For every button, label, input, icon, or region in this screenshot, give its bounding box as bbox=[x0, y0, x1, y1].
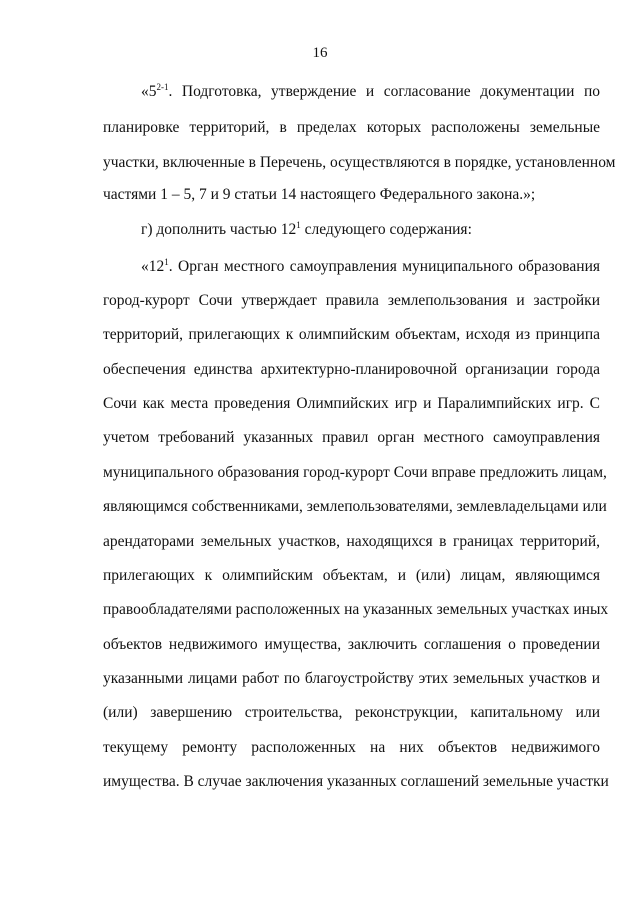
text-line bbox=[103, 153, 616, 173]
text-line bbox=[103, 497, 607, 517]
text-line bbox=[103, 635, 600, 655]
text-line bbox=[103, 291, 600, 311]
text-line bbox=[103, 600, 609, 620]
text-segment: частями 1 – 5, 7 и 9 статьи 14 настоящего Федерального закона.»; bbox=[103, 186, 536, 203]
page-number: 16 bbox=[312, 45, 328, 61]
text-line bbox=[103, 532, 600, 552]
text-segment: объектов недвижимого имущества, заключить соглашения о проведении bbox=[103, 636, 600, 653]
text-segment: г) дополнить частью 12 bbox=[141, 221, 297, 238]
superscript: 1 bbox=[296, 220, 301, 230]
text-segment: следующего содержания: bbox=[300, 221, 472, 238]
text-segment: участки, включенные в Перечень, осуществляются в порядке, установленном bbox=[103, 154, 616, 171]
text-line bbox=[103, 772, 609, 792]
text-segment: (или) завершению строительства, реконструкции, капитальному или bbox=[103, 704, 600, 721]
text-segment: «12 bbox=[141, 258, 165, 275]
text-segment: планировке территорий, в пределах которых расположены земельные bbox=[103, 119, 600, 136]
text-line bbox=[103, 566, 600, 586]
text-segment: город-курорт Сочи утверждает правила землепользования и застройки bbox=[103, 292, 600, 309]
text-line bbox=[103, 360, 600, 380]
text-line bbox=[141, 257, 600, 277]
text-line bbox=[103, 394, 600, 414]
superscript: 2-1 bbox=[156, 82, 169, 92]
text-line bbox=[103, 669, 600, 689]
text-line bbox=[103, 428, 600, 448]
text-segment: прилегающих к олимпийским объектам, и (или) лицам, являющимся bbox=[103, 567, 600, 584]
text-segment: учетом требований указанных правил орган местного самоуправления bbox=[103, 429, 600, 446]
text-line bbox=[103, 325, 600, 345]
text-segment: имущества. В случае заключения указанных соглашений земельные участки bbox=[103, 773, 609, 790]
text-line bbox=[141, 82, 600, 102]
text-segment: . Подготовка, утверждение и согласование документации по bbox=[168, 83, 600, 100]
text-line bbox=[103, 463, 607, 483]
text-segment: «5 bbox=[141, 83, 157, 100]
text-segment: арендаторами земельных участков, находящихся в границах территорий, bbox=[103, 533, 600, 550]
text-segment: текущему ремонту расположенных на них объектов недвижимого bbox=[103, 739, 600, 756]
text-segment: территорий, прилегающих к олимпийским объектам, исходя из принципа bbox=[103, 326, 600, 343]
text-line bbox=[103, 703, 600, 723]
text-line bbox=[103, 185, 600, 205]
text-segment: обеспечения единства архитектурно-планировочной организации города bbox=[103, 361, 600, 378]
text-segment: . Орган местного самоуправления муниципального образования bbox=[168, 258, 600, 275]
text-segment: правообладателями расположенных на указанных земельных участках иных bbox=[103, 601, 609, 618]
text-segment: Сочи как места проведения Олимпийских игр и Паралимпийских игр. С bbox=[103, 395, 600, 412]
superscript: 1 bbox=[164, 257, 169, 267]
text-line bbox=[103, 738, 600, 758]
text-line bbox=[103, 118, 600, 138]
text-segment: муниципального образования город-курорт Сочи вправе предложить лицам, bbox=[103, 464, 607, 481]
text-segment: являющимся собственниками, землепользователями, землевладельцами или bbox=[103, 498, 607, 515]
text-line bbox=[141, 220, 600, 240]
text-segment: указанными лицами работ по благоустройству этих земельных участков и bbox=[103, 670, 600, 687]
